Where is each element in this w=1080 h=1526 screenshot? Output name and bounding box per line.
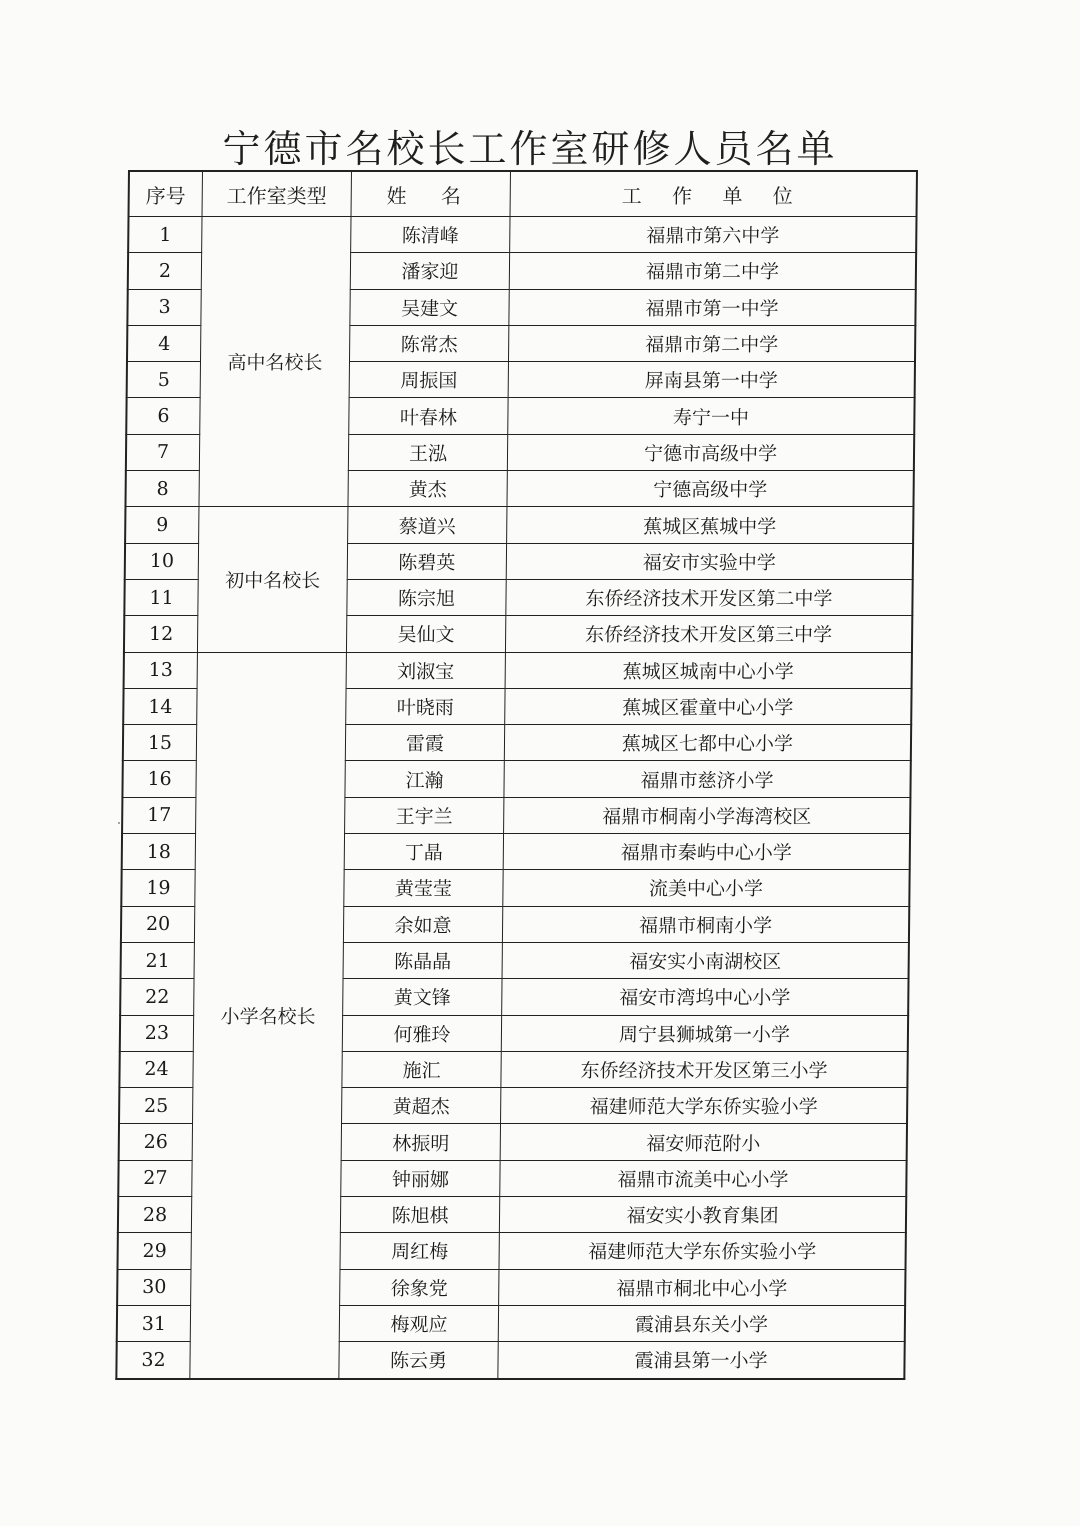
work-unit-cell: 福安实小教育集团 [499, 1197, 906, 1233]
scan-speck [118, 822, 120, 824]
seq-cell: 18 [122, 834, 196, 870]
name-cell: 黄杰 [348, 471, 507, 507]
work-unit-cell: 福鼎市流美中心小学 [500, 1160, 907, 1196]
work-unit-cell: 福鼎市桐南小学 [502, 906, 909, 942]
work-unit-cell: 福鼎市第二中学 [509, 253, 916, 289]
header-seq: 序号 [129, 171, 203, 217]
seq-cell: 21 [121, 942, 195, 978]
seq-cell: 22 [120, 979, 194, 1015]
name-cell: 陈旭棋 [340, 1197, 499, 1233]
work-unit-cell: 周宁县狮城第一小学 [501, 1015, 908, 1051]
name-cell: 潘家迎 [350, 253, 509, 289]
work-unit-cell: 东侨经济技术开发区第三小学 [501, 1051, 908, 1087]
work-unit-cell: 福安市湾坞中心小学 [502, 979, 909, 1015]
seq-cell: 1 [128, 217, 202, 253]
work-unit-cell: 东侨经济技术开发区第三中学 [505, 616, 912, 652]
work-unit-cell: 福安市实验中学 [506, 543, 913, 579]
work-unit-cell: 福鼎市秦屿中心小学 [503, 834, 910, 870]
name-cell: 陈清峰 [351, 217, 510, 253]
name-cell: 钟丽娜 [341, 1160, 500, 1196]
seq-cell: 13 [124, 652, 198, 688]
studio-type-cell: 初中名校长 [197, 507, 348, 652]
seq-cell: 14 [123, 688, 197, 724]
work-unit-cell: 福建师范大学东侨实验小学 [501, 1088, 908, 1124]
name-cell: 陈碧英 [347, 543, 506, 579]
name-cell: 王宇兰 [345, 797, 504, 833]
work-unit-cell: 屏南县第一中学 [508, 362, 915, 398]
name-cell: 雷霞 [345, 725, 504, 761]
work-unit-cell: 福鼎市第二中学 [508, 325, 915, 361]
header-unit: 工 作 单 位 [510, 171, 917, 217]
name-cell: 何雅玲 [342, 1015, 501, 1051]
work-unit-cell: 福鼎市桐北中心小学 [499, 1269, 906, 1305]
table-row [124, 652, 912, 688]
name-cell: 周振国 [349, 362, 508, 398]
work-unit-cell: 福安实小南湖校区 [502, 942, 909, 978]
name-cell: 梅观应 [339, 1305, 498, 1341]
work-unit-cell: 流美中心小学 [503, 870, 910, 906]
seq-cell: 16 [122, 761, 196, 797]
work-unit-cell: 宁德高级中学 [507, 471, 914, 507]
seq-cell: 9 [125, 507, 199, 543]
seq-cell: 10 [125, 543, 199, 579]
work-unit-cell: 东侨经济技术开发区第二中学 [506, 579, 913, 615]
header-name: 姓 名 [351, 171, 510, 217]
work-unit-cell: 福鼎市桐南小学海湾校区 [504, 797, 911, 833]
roster-table [115, 170, 918, 1380]
work-unit-cell: 宁德市高级中学 [507, 434, 914, 470]
seq-cell: 31 [117, 1305, 191, 1341]
work-unit-cell: 福鼎市慈济小学 [504, 761, 911, 797]
name-cell: 叶春林 [349, 398, 508, 434]
name-cell: 周红梅 [340, 1233, 499, 1269]
seq-cell: 17 [122, 797, 196, 833]
seq-cell: 24 [119, 1051, 193, 1087]
name-cell: 江瀚 [345, 761, 504, 797]
seq-cell: 27 [118, 1160, 192, 1196]
seq-cell: 29 [117, 1233, 191, 1269]
seq-cell: 30 [117, 1269, 191, 1305]
name-cell: 叶晓雨 [346, 688, 505, 724]
roster-body [116, 217, 916, 1379]
seq-cell: 23 [120, 1015, 194, 1051]
seq-cell: 11 [124, 579, 198, 615]
name-cell: 王泓 [348, 434, 507, 470]
work-unit-cell: 霞浦县第一小学 [498, 1342, 905, 1379]
seq-cell: 4 [127, 325, 201, 361]
seq-cell: 12 [124, 616, 198, 652]
header-type: 工作室类型 [202, 171, 351, 217]
work-unit-cell: 寿宁一中 [508, 398, 915, 434]
seq-cell: 20 [121, 906, 195, 942]
name-cell: 余如意 [343, 906, 502, 942]
name-cell: 刘淑宝 [346, 652, 505, 688]
name-cell: 吴仙文 [346, 616, 505, 652]
work-unit-cell: 蕉城区城南中心小学 [505, 652, 912, 688]
seq-cell: 6 [126, 398, 200, 434]
roster-sheet [115, 170, 918, 1380]
work-unit-cell: 霞浦县东关小学 [498, 1305, 905, 1341]
header-row [129, 171, 917, 217]
name-cell: 黄莹莹 [344, 870, 503, 906]
seq-cell: 8 [125, 471, 199, 507]
name-cell: 黄文锋 [343, 979, 502, 1015]
name-cell: 陈晶晶 [343, 942, 502, 978]
name-cell: 林振明 [341, 1124, 500, 1160]
name-cell: 陈云勇 [339, 1342, 498, 1379]
seq-cell: 32 [116, 1342, 190, 1379]
table-row [125, 507, 913, 543]
name-cell: 吴建文 [350, 289, 509, 325]
table-row [128, 217, 916, 253]
studio-type-cell: 小学名校长 [190, 652, 347, 1378]
work-unit-cell: 蕉城区蕉城中学 [507, 507, 914, 543]
name-cell: 蔡道兴 [348, 507, 507, 543]
work-unit-cell: 福安师范附小 [500, 1124, 907, 1160]
name-cell: 黄超杰 [342, 1088, 501, 1124]
work-unit-cell: 福鼎市第六中学 [510, 217, 917, 253]
work-unit-cell: 福鼎市第一中学 [509, 289, 916, 325]
seq-cell: 7 [126, 434, 200, 470]
seq-cell: 5 [127, 362, 201, 398]
name-cell: 徐象党 [340, 1269, 499, 1305]
seq-cell: 3 [127, 289, 201, 325]
seq-cell: 2 [128, 253, 202, 289]
name-cell: 丁晶 [344, 834, 503, 870]
name-cell: 陈宗旭 [347, 579, 506, 615]
seq-cell: 19 [121, 870, 195, 906]
work-unit-cell: 福建师范大学东侨实验小学 [499, 1233, 906, 1269]
work-unit-cell: 蕉城区七都中心小学 [504, 725, 911, 761]
name-cell: 施汇 [342, 1051, 501, 1087]
seq-cell: 28 [118, 1197, 192, 1233]
document-title: 宁德市名校长工作室研修人员名单 [222, 127, 838, 171]
seq-cell: 25 [119, 1088, 193, 1124]
work-unit-cell: 蕉城区霍童中心小学 [505, 688, 912, 724]
seq-cell: 26 [119, 1124, 193, 1160]
seq-cell: 15 [123, 725, 197, 761]
studio-type-cell: 高中名校长 [199, 217, 351, 507]
name-cell: 陈常杰 [349, 325, 508, 361]
